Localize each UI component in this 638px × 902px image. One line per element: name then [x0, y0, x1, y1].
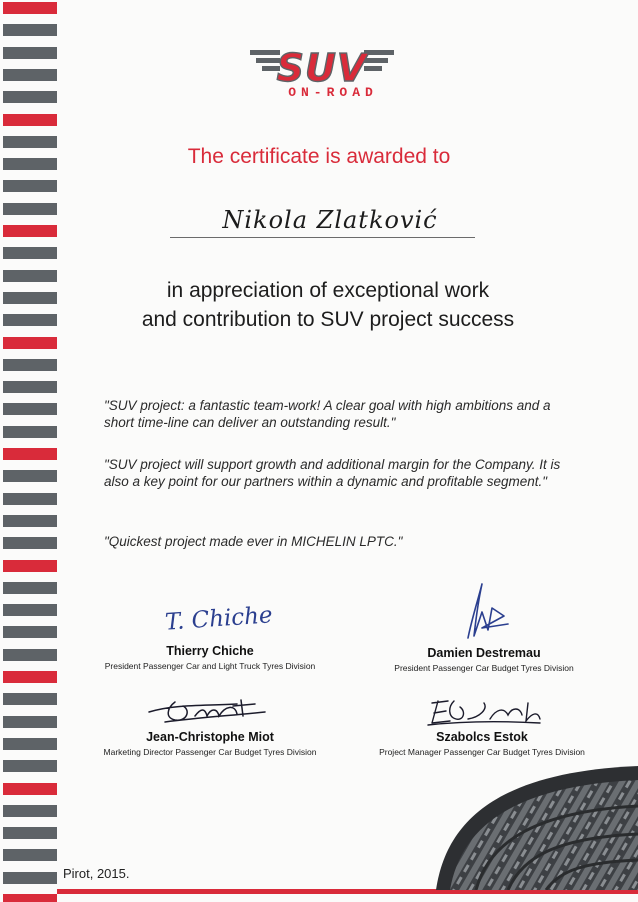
border-stripe — [3, 203, 57, 215]
border-stripe — [3, 180, 57, 192]
signatory-title: President Passenger Car Budget Tyres Division — [394, 663, 574, 673]
recipient-name: Nikola Zlatković — [222, 206, 438, 234]
signatory-title: President Passenger Car and Light Truck Tyres Division — [104, 661, 316, 671]
signature-damien-destremau — [452, 578, 512, 644]
signature-szabolcs-estok — [424, 693, 544, 731]
border-stripe — [3, 582, 57, 594]
signatory-thierry-chiche — [95, 644, 325, 671]
left-stripe-border — [3, 0, 57, 902]
border-stripe — [3, 2, 57, 14]
border-stripe — [3, 91, 57, 103]
signatory-title: Marketing Director Passenger Car Budget Tyres Division — [103, 747, 317, 757]
logo-mark-text: SUV — [276, 46, 368, 90]
border-stripe — [3, 604, 57, 616]
recipient-underline — [170, 237, 475, 238]
border-stripe — [3, 649, 57, 661]
logo-subtitle: ON-ROAD — [288, 85, 378, 100]
border-stripe — [3, 470, 57, 482]
border-stripe — [3, 894, 57, 902]
border-stripe — [3, 805, 57, 817]
signatory-name: Szabolcs Estok — [436, 730, 528, 744]
border-stripe — [3, 114, 57, 126]
signature-thierry-chiche: T. Chiche — [164, 602, 274, 636]
border-stripe — [3, 760, 57, 772]
place-date: Pirot, 2015. — [63, 866, 130, 881]
signatory-jean-christophe-miot — [95, 730, 325, 757]
border-stripe — [3, 225, 57, 237]
border-stripe — [3, 560, 57, 572]
signatory-damien-destremau — [369, 646, 599, 673]
border-stripe — [3, 247, 57, 259]
signatory-title: Project Manager Passenger Car Budget Tyres Division — [379, 747, 585, 757]
border-stripe — [3, 381, 57, 393]
border-stripe — [3, 515, 57, 527]
quote-1: "SUV project: a fantastic team-work! A clear goal with high ambitions and a short time-line can deliver an outstanding result." — [104, 398, 551, 430]
border-stripe — [3, 24, 57, 36]
border-stripe — [3, 537, 57, 549]
border-stripe — [3, 359, 57, 371]
signatory-name: Jean-Christophe Miot — [146, 730, 274, 744]
border-stripe — [3, 693, 57, 705]
border-stripe — [3, 738, 57, 750]
border-stripe — [3, 783, 57, 795]
border-stripe — [3, 448, 57, 460]
border-stripe — [3, 716, 57, 728]
appreciation-line-1: in appreciation of exceptional work — [166, 279, 490, 302]
border-stripe — [3, 403, 57, 415]
quote-2: "SUV project will support growth and additional margin for the Company. It is also a key point for our partners within a dynamic and profitable segment." — [104, 457, 561, 489]
tire-illustration — [436, 762, 638, 890]
border-stripe — [3, 849, 57, 861]
border-stripe — [3, 671, 57, 683]
border-stripe — [3, 827, 57, 839]
border-stripe — [3, 69, 57, 81]
border-stripe — [3, 872, 57, 884]
border-stripe — [3, 493, 57, 505]
border-stripe — [3, 47, 57, 59]
signatory-szabolcs-estok — [362, 730, 602, 757]
border-stripe — [3, 337, 57, 349]
border-stripe — [3, 626, 57, 638]
quote-3: "Quickest project made ever in MICHELIN LPTC." — [104, 534, 403, 549]
appreciation-line-2: and contribution to SUV project success — [141, 308, 515, 331]
certificate-heading: The certificate is awarded to — [187, 145, 451, 168]
border-stripe — [3, 426, 57, 438]
signatory-name: Thierry Chiche — [166, 644, 254, 658]
signature-jean-christophe-miot — [145, 694, 270, 730]
signatory-name: Damien Destremau — [427, 646, 541, 660]
